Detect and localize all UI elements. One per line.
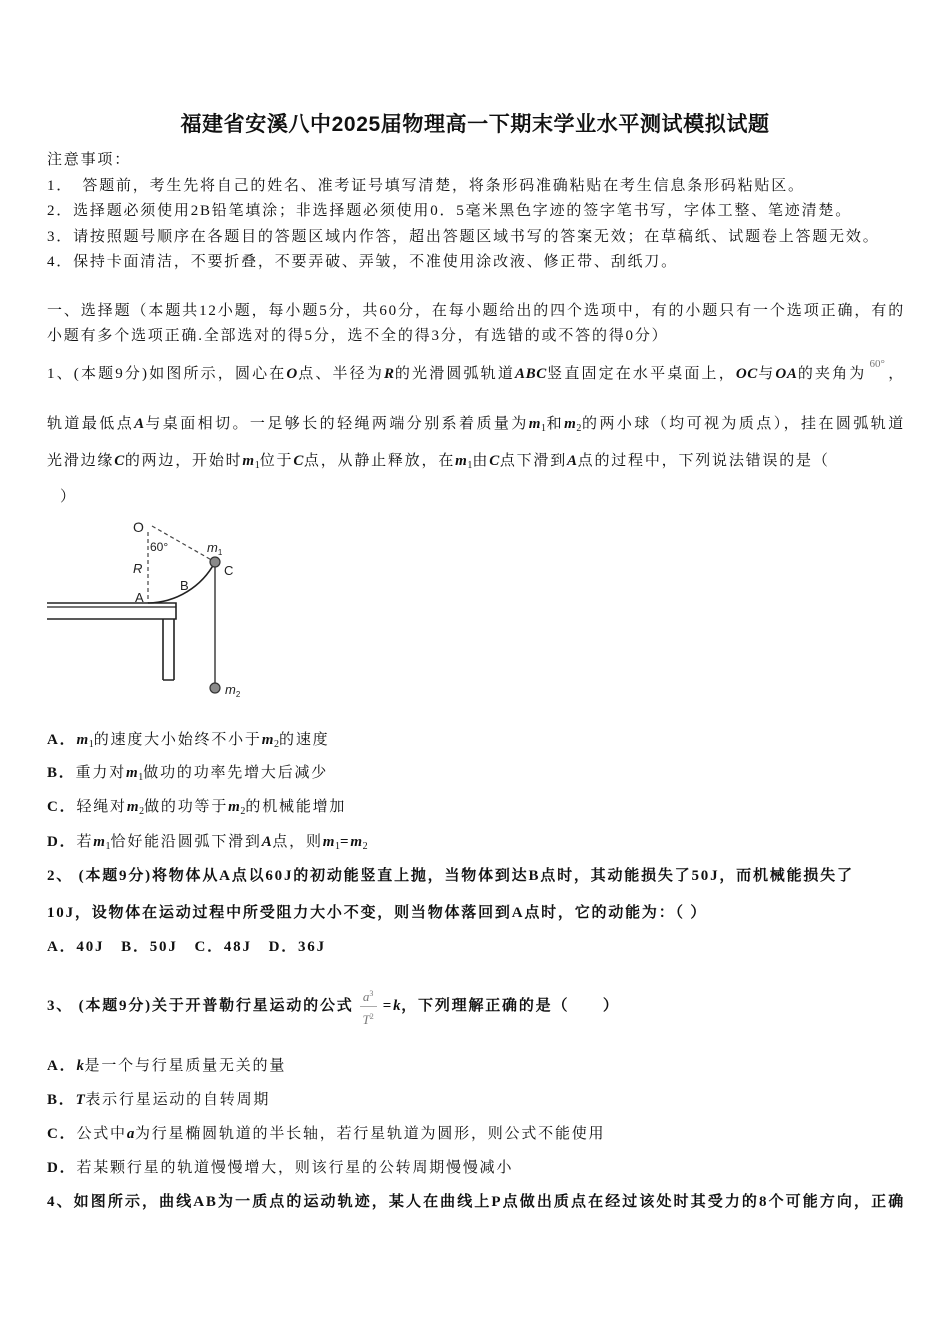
math-variable: R xyxy=(383,366,395,382)
text-run: 做的功等于 xyxy=(144,799,229,815)
text-run: ） xyxy=(60,489,77,505)
kepler-formula-fraction xyxy=(360,985,377,1028)
math-variable: OC xyxy=(735,366,758,382)
math-variable: m xyxy=(126,799,140,815)
math-variable: A xyxy=(134,416,145,432)
label-m2-letter: m xyxy=(225,682,236,697)
text-run: 公式中 xyxy=(76,1126,127,1142)
text-run: 表示行星运动的自转周期 xyxy=(85,1092,271,1108)
bold-text: A． xyxy=(47,732,77,748)
text-run: ，下列理解正确的是（ ） xyxy=(401,998,620,1014)
q3-option-b xyxy=(47,1090,270,1110)
text-run: 的两边，开始时 xyxy=(124,453,243,469)
subscript: 1 xyxy=(105,841,111,852)
label-m1-letter: m xyxy=(207,540,218,555)
math-variable: m xyxy=(242,453,255,469)
text-run: 光滑边缘 xyxy=(47,453,115,469)
text-run: 由 xyxy=(472,453,490,469)
text-run: 的两小球（均可视为质点），挂在圆弧轨道 xyxy=(581,416,905,432)
text-run: 和 xyxy=(546,416,565,432)
angle-value: 60° xyxy=(869,358,885,370)
subscript: 2 xyxy=(240,806,246,817)
text-run: 轻绳对 xyxy=(76,799,127,815)
text-run: 点下滑到 xyxy=(499,453,568,469)
bold-text: D． xyxy=(47,1160,77,1176)
math-variable: C xyxy=(489,453,500,469)
text-run: 的速度 xyxy=(279,732,330,748)
q1-stem-line-3 xyxy=(47,451,830,471)
bold-text: C． xyxy=(47,799,77,815)
text-run: 的机械能增加 xyxy=(245,799,347,815)
q1-figure-arc-track-diagram xyxy=(40,510,260,705)
bold-text: = xyxy=(340,834,351,850)
text-run: 为行星椭圆轨道的半长轴，若行星轨道为圆形，则公式不能使用 xyxy=(134,1126,606,1142)
bold-text: B． xyxy=(47,765,76,781)
q1-option-d xyxy=(47,832,368,852)
table-top xyxy=(47,603,176,619)
q1-stem-line-2 xyxy=(47,414,905,434)
label-m2 xyxy=(225,682,241,699)
subscript: 1 xyxy=(335,841,341,852)
subscript: 2 xyxy=(274,739,280,750)
notice-heading: 注意事项： xyxy=(47,152,132,168)
exam-title: 福建省安溪八中2025届物理高一下期末学业水平测试模拟试题 xyxy=(180,113,770,136)
math-variable: m xyxy=(564,416,577,432)
math-variable: m xyxy=(455,453,468,469)
q4-stem-line-1: 4、如图所示，曲线AB为一质点的运动轨迹，某人在曲线上P点做出质点在经过该处时其受力的8个可能方向，正确 xyxy=(47,1194,905,1210)
q3-option-d xyxy=(47,1158,513,1178)
text-run: ， xyxy=(887,366,905,382)
bold-text: = xyxy=(382,998,394,1014)
table-leg xyxy=(163,619,174,680)
text-run: 竖直固定在水平桌面上， xyxy=(546,366,736,382)
section-heading-line-2: 小题有多个选项正确.全部选对的得5分，选不全的得3分，有选错的或不答的得0分） xyxy=(47,328,669,344)
text-run: 位于 xyxy=(259,453,294,469)
subscript: 1 xyxy=(138,772,144,783)
text-run: 点，从静止释放，在 xyxy=(303,453,456,469)
subscript: 2 xyxy=(576,423,582,434)
math-variable: m xyxy=(528,416,542,432)
math-variable: C xyxy=(293,453,304,469)
text-run: 若某颗行星的轨道慢慢增大，则该行星的公转周期慢慢减小 xyxy=(76,1160,514,1176)
q1-stem-line-4 xyxy=(60,487,77,507)
math-variable: a xyxy=(126,1126,135,1142)
label-a: A xyxy=(135,590,144,605)
text-run: 点、半径为 xyxy=(297,366,384,382)
ball-m1 xyxy=(210,557,220,567)
text-run: 的光滑圆弧轨道 xyxy=(394,366,515,382)
q3-option-c xyxy=(47,1124,605,1144)
math-variable: A xyxy=(567,453,578,469)
q2-stem-line-1: 2、 (本题9分)将物体从A点以60J的初动能竖直上抛，当物体到达B点时，其动能损失了50J，而机械能损失了 xyxy=(47,868,854,884)
math-variable: T xyxy=(75,1092,86,1108)
subscript: 2 xyxy=(139,806,145,817)
q3-stem xyxy=(47,989,620,1028)
text-run: 的夹角为 xyxy=(797,366,867,382)
q1-option-b xyxy=(47,763,328,783)
bold-text: C． xyxy=(47,1126,77,1142)
ball-m2 xyxy=(210,683,220,693)
math-variable: O xyxy=(286,366,298,382)
denominator-exponent: 2 xyxy=(369,1012,374,1022)
label-r: R xyxy=(133,561,143,576)
text-run: 恰好能沿圆弧下滑到 xyxy=(110,834,262,850)
q2-options: A．40J B．50J C．48J D．36J xyxy=(47,939,326,955)
math-variable: m xyxy=(76,732,89,748)
text-run: 与 xyxy=(757,366,776,382)
text-run: 1、(本题9分)如图所示，圆心在 xyxy=(47,366,287,382)
subscript: 2 xyxy=(362,841,368,852)
q2-stem-line-2: 10J，设物体在运动过程中所受阻力大小不变，则当物体落回到A点时，它的动能为：（ ） xyxy=(47,905,708,921)
math-variable: C xyxy=(114,453,125,469)
label-m1-subscript: 1 xyxy=(217,548,223,557)
label-angle: 60° xyxy=(150,540,169,554)
label-m2-subscript: 2 xyxy=(235,690,241,699)
notice-item-4: 4．保持卡面清洁，不要折叠，不要弄破、弄皱，不准使用涂改液、修正带、刮纸刀。 xyxy=(47,254,678,270)
math-variable: A xyxy=(261,834,273,850)
math-variable: OA xyxy=(775,366,798,382)
math-variable: m xyxy=(228,799,241,815)
fraction-numerator xyxy=(360,985,377,1007)
math-variable: m xyxy=(350,834,363,850)
label-b: B xyxy=(180,578,189,593)
q1-option-a xyxy=(47,730,329,750)
math-variable: m xyxy=(261,732,275,748)
text-run: 是一个与行星质量无关的量 xyxy=(84,1058,287,1074)
bold-text: D． xyxy=(47,834,77,850)
notice-item-1: 1． 答题前，考生先将自己的姓名、准考证号填写清楚，将条形码准确粘贴在考生信息条形码粘贴区。 xyxy=(47,178,805,194)
label-m1 xyxy=(207,540,223,557)
subscript: 1 xyxy=(541,423,547,434)
numerator-exponent: 3 xyxy=(369,989,374,999)
text-run: 轨道最低点 xyxy=(47,416,135,432)
subscript: 1 xyxy=(88,739,94,750)
math-variable: k xyxy=(76,1058,85,1074)
text-run: 与桌面相切。一足够长的轻绳两端分别系着质量为 xyxy=(144,416,529,432)
text-run: 重力对 xyxy=(75,765,127,781)
label-o: O xyxy=(133,519,144,535)
denominator-variable: T xyxy=(362,1012,370,1028)
text-run: 若 xyxy=(76,834,94,850)
math-variable: ABC xyxy=(515,366,547,382)
text-run: 点，则 xyxy=(272,834,323,850)
fraction-denominator xyxy=(360,1007,377,1028)
math-variable: m xyxy=(93,834,106,850)
numerator-variable: a xyxy=(362,989,370,1005)
notice-item-2: 2．选择题必须使用2B铅笔填涂；非选择题必须使用0．5毫米黑色字迹的签字笔书写，字体工整、笔迹清楚。 xyxy=(47,203,853,219)
text-run: 3、 (本题9分)关于开普勒行星运动的公式 xyxy=(47,998,354,1014)
text-run: 点的过程中，下列说法错误的是（ xyxy=(577,453,830,469)
math-variable: m xyxy=(126,765,139,781)
subscript: 1 xyxy=(467,460,473,471)
math-variable: k xyxy=(393,998,402,1014)
text-run: 的速度大小始终不小于 xyxy=(93,732,262,748)
label-c: C xyxy=(224,563,234,578)
text-run: 做功的功率先增大后减少 xyxy=(143,765,329,781)
subscript: 1 xyxy=(254,460,260,471)
q1-stem-line-1 xyxy=(47,358,905,384)
math-variable: m xyxy=(322,834,336,850)
section-heading-line-1: 一、选择题（本题共12小题，每小题5分，共60分，在每小题给出的四个选项中，有的小题只有一个选项正确，有的 xyxy=(47,303,905,319)
bold-text: A． xyxy=(47,1058,77,1074)
q3-option-a xyxy=(47,1056,286,1076)
q1-option-c xyxy=(47,797,346,817)
bold-text: B． xyxy=(47,1092,76,1108)
notice-item-3: 3．请按照题号顺序在各题目的答题区域内作答，超出答题区域书写的答案无效；在草稿纸、试题卷上答题无效。 xyxy=(47,229,880,245)
